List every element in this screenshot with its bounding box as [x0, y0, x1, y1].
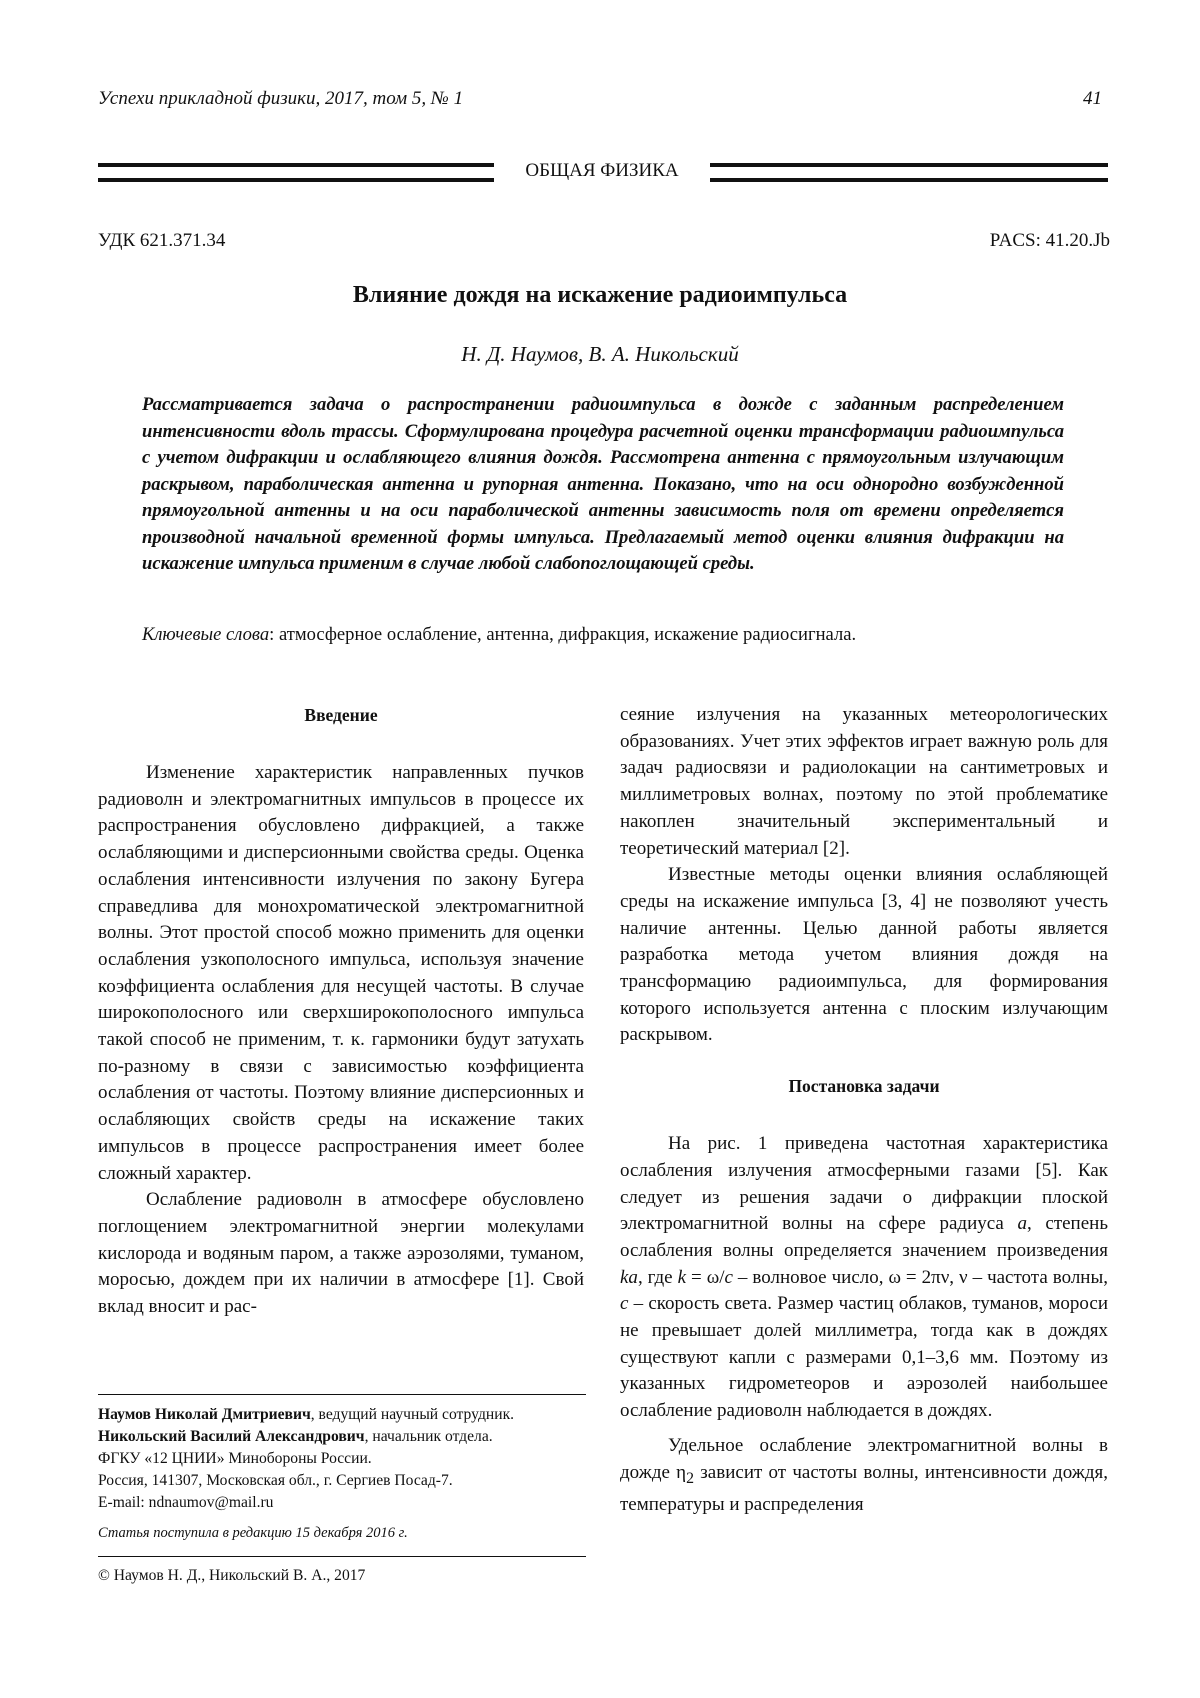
organization: ФГКУ «12 ЦНИИ» Минобороны России.: [98, 1450, 372, 1467]
section-heading: ОБЩАЯ ФИЗИКА: [525, 160, 679, 181]
intro-paragraph-2: Ослабление радиоволн в атмосфере обусловлено поглощением электромагнитной энергии молекулами кислорода и водяным паром, а также аэрозолями, туманом, моросью, дождем при их наличии в атмосфере [1]. Свой вклад вносит и рас-: [98, 1189, 584, 1318]
var-ka: ka: [620, 1266, 638, 1288]
article-title: Влияние дождя на искажение радиоимпульса: [352, 282, 848, 308]
section-rule-left: [98, 163, 494, 182]
section-rule-right: [710, 163, 1108, 182]
pacs-code: PACS: 41.20.Jb: [989, 230, 1110, 251]
author1-line: Наумов Николай Дмитриевич, ведущий научный сотрудник.: [98, 1406, 515, 1423]
task-paragraph-2: Удельное ослабление электромагнитной волны в дожде $\eta_2$ зависит от частоты волны, интенсивности дождя, температуры и распределения: [620, 1434, 1109, 1516]
author-footnote: [98, 1404, 598, 1514]
var-c2: c: [620, 1293, 629, 1315]
received-date: Статья поступила в редакцию 15 декабря 2016 г.: [98, 1525, 408, 1541]
footnote-rule: [98, 1394, 586, 1395]
right-paragraph-1: сеяние излучения на указанных метеорологических образованиях. Учет этих эффектов играет важную роль для задач радиосвязи и радиолокации на сантиметровых и миллиметровых волнах, поэтому по этой проблематике накоплен значительный экспериментальный и теоретический материал [2].: [620, 704, 1108, 859]
abstract: Рассматривается задача о распространении радиоимпульса в дожде с заданным распределением интенсивности вдоль трассы. Сформулирована процедура расчетной оценки трансформации радиоимпульса с учетом дифракции и ослабляющего влияния дождя. Рассмотрена антенна с прямоугольным излучающим раскрывом, параболическая антенна и рупорная антенна. Показано, что на оси однородно возбужденной прямоугольной антенны и на оси параболической антенны зависимость поля от времени определяется производной начальной временной формы импульса. Предлагаемый метод оценки влияния дифракции на искажение импульса применим в случае любой слабопоглощающей среды.: [142, 394, 1064, 574]
left-column: [98, 702, 584, 1321]
var-c: c: [724, 1266, 733, 1288]
var-a: a: [1017, 1213, 1027, 1235]
running-header: [98, 88, 1102, 118]
copyright: © Наумов Н. Д., Никольский В. А., 2017: [98, 1567, 366, 1584]
keywords: [142, 622, 1064, 648]
address: Россия, 141307, Московская обл., г. Сергиев Посад-7.: [98, 1472, 453, 1489]
author2-line: Никольский Василий Александрович, начальник отдела.: [98, 1428, 493, 1445]
copyright-rule: [98, 1556, 586, 1557]
keywords-text: : атмосферное ослабление, антенна, дифракция, искажение радиосигнала.: [269, 624, 857, 645]
intro-heading: Введение: [304, 705, 378, 725]
task-paragraph-1: На рис. 1 приведена частотная характеристика ослабления излучения атмосферными газами [5]. Как следует из решения задачи о дифракции плоской электромагнитной волны на сфере радиуса a, степень ослабления волны определяется значением произведения ka, где k = ω/c – волновое число, ω = 2πν, ν – частота волны, c – скорость света. Размер частиц облаков, туманов, мороси не превышает долей миллиметра, тогда как в дождях существуют капли с размерами 0,1–3,6 мм. Поэтому из указанных гидрометеоров и аэрозолей наибольшее ослабление радиоволн наблюдается в дождях.: [620, 1133, 1108, 1422]
udk-code: УДК 621.371.34: [98, 230, 226, 251]
author2-name: Никольский Василий Александрович: [98, 1428, 365, 1445]
keywords-label: Ключевые слова: [142, 624, 270, 645]
task-heading: Постановка задачи: [788, 1076, 940, 1097]
article-authors: Н. Д. Наумов, В. А. Никольский: [461, 342, 739, 366]
var-k: k: [677, 1266, 687, 1288]
subscript-2: 2: [686, 1469, 695, 1487]
email: E-mail: ndnaumov@mail.ru: [98, 1494, 274, 1511]
right-column: [620, 702, 1108, 1519]
journal-citation: Успехи прикладной физики, 2017, том 5, № 1: [98, 88, 464, 109]
author1-name: Наумов Николай Дмитриевич: [98, 1406, 311, 1423]
right-paragraph-2: Известные методы оценки влияния ослабляющей среды на искажение импульса [3, 4] не позволяют учесть наличие антенны. Целью данной работы является разработка метода учетом влияния дождя на трансформацию радиоимпульса, для формирования которого используется антенна с плоским излучающим раскрывом.: [620, 864, 1108, 1046]
intro-paragraph-1: Изменение характеристик направленных пучков радиоволн и электромагнитных импульсов в процессе их распространения обусловлено дифракцией, а также ослабляющими и дисперсионными свойства среды. Оценка ослабления интенсивности излучения по закону Бугера справедлива для монохроматической электромагнитной волны. Этот простой способ можно применить для оценки ослабления узкополосного импульса, используя значение коэффициента ослабления для несущей частоты. В случае широкополосного или сверхширокополосного импульса такой способ не применим, т. к. гармоники будут затухать по-разному в связи с зависимостью коэффициента ослабления от частоты. Поэтому влияние дисперсионных и ослабляющих свойств среды на искажение таких импульсов в процессе распространения имеет более сложный характер.: [98, 762, 584, 1184]
page-number: 41: [1083, 88, 1102, 109]
